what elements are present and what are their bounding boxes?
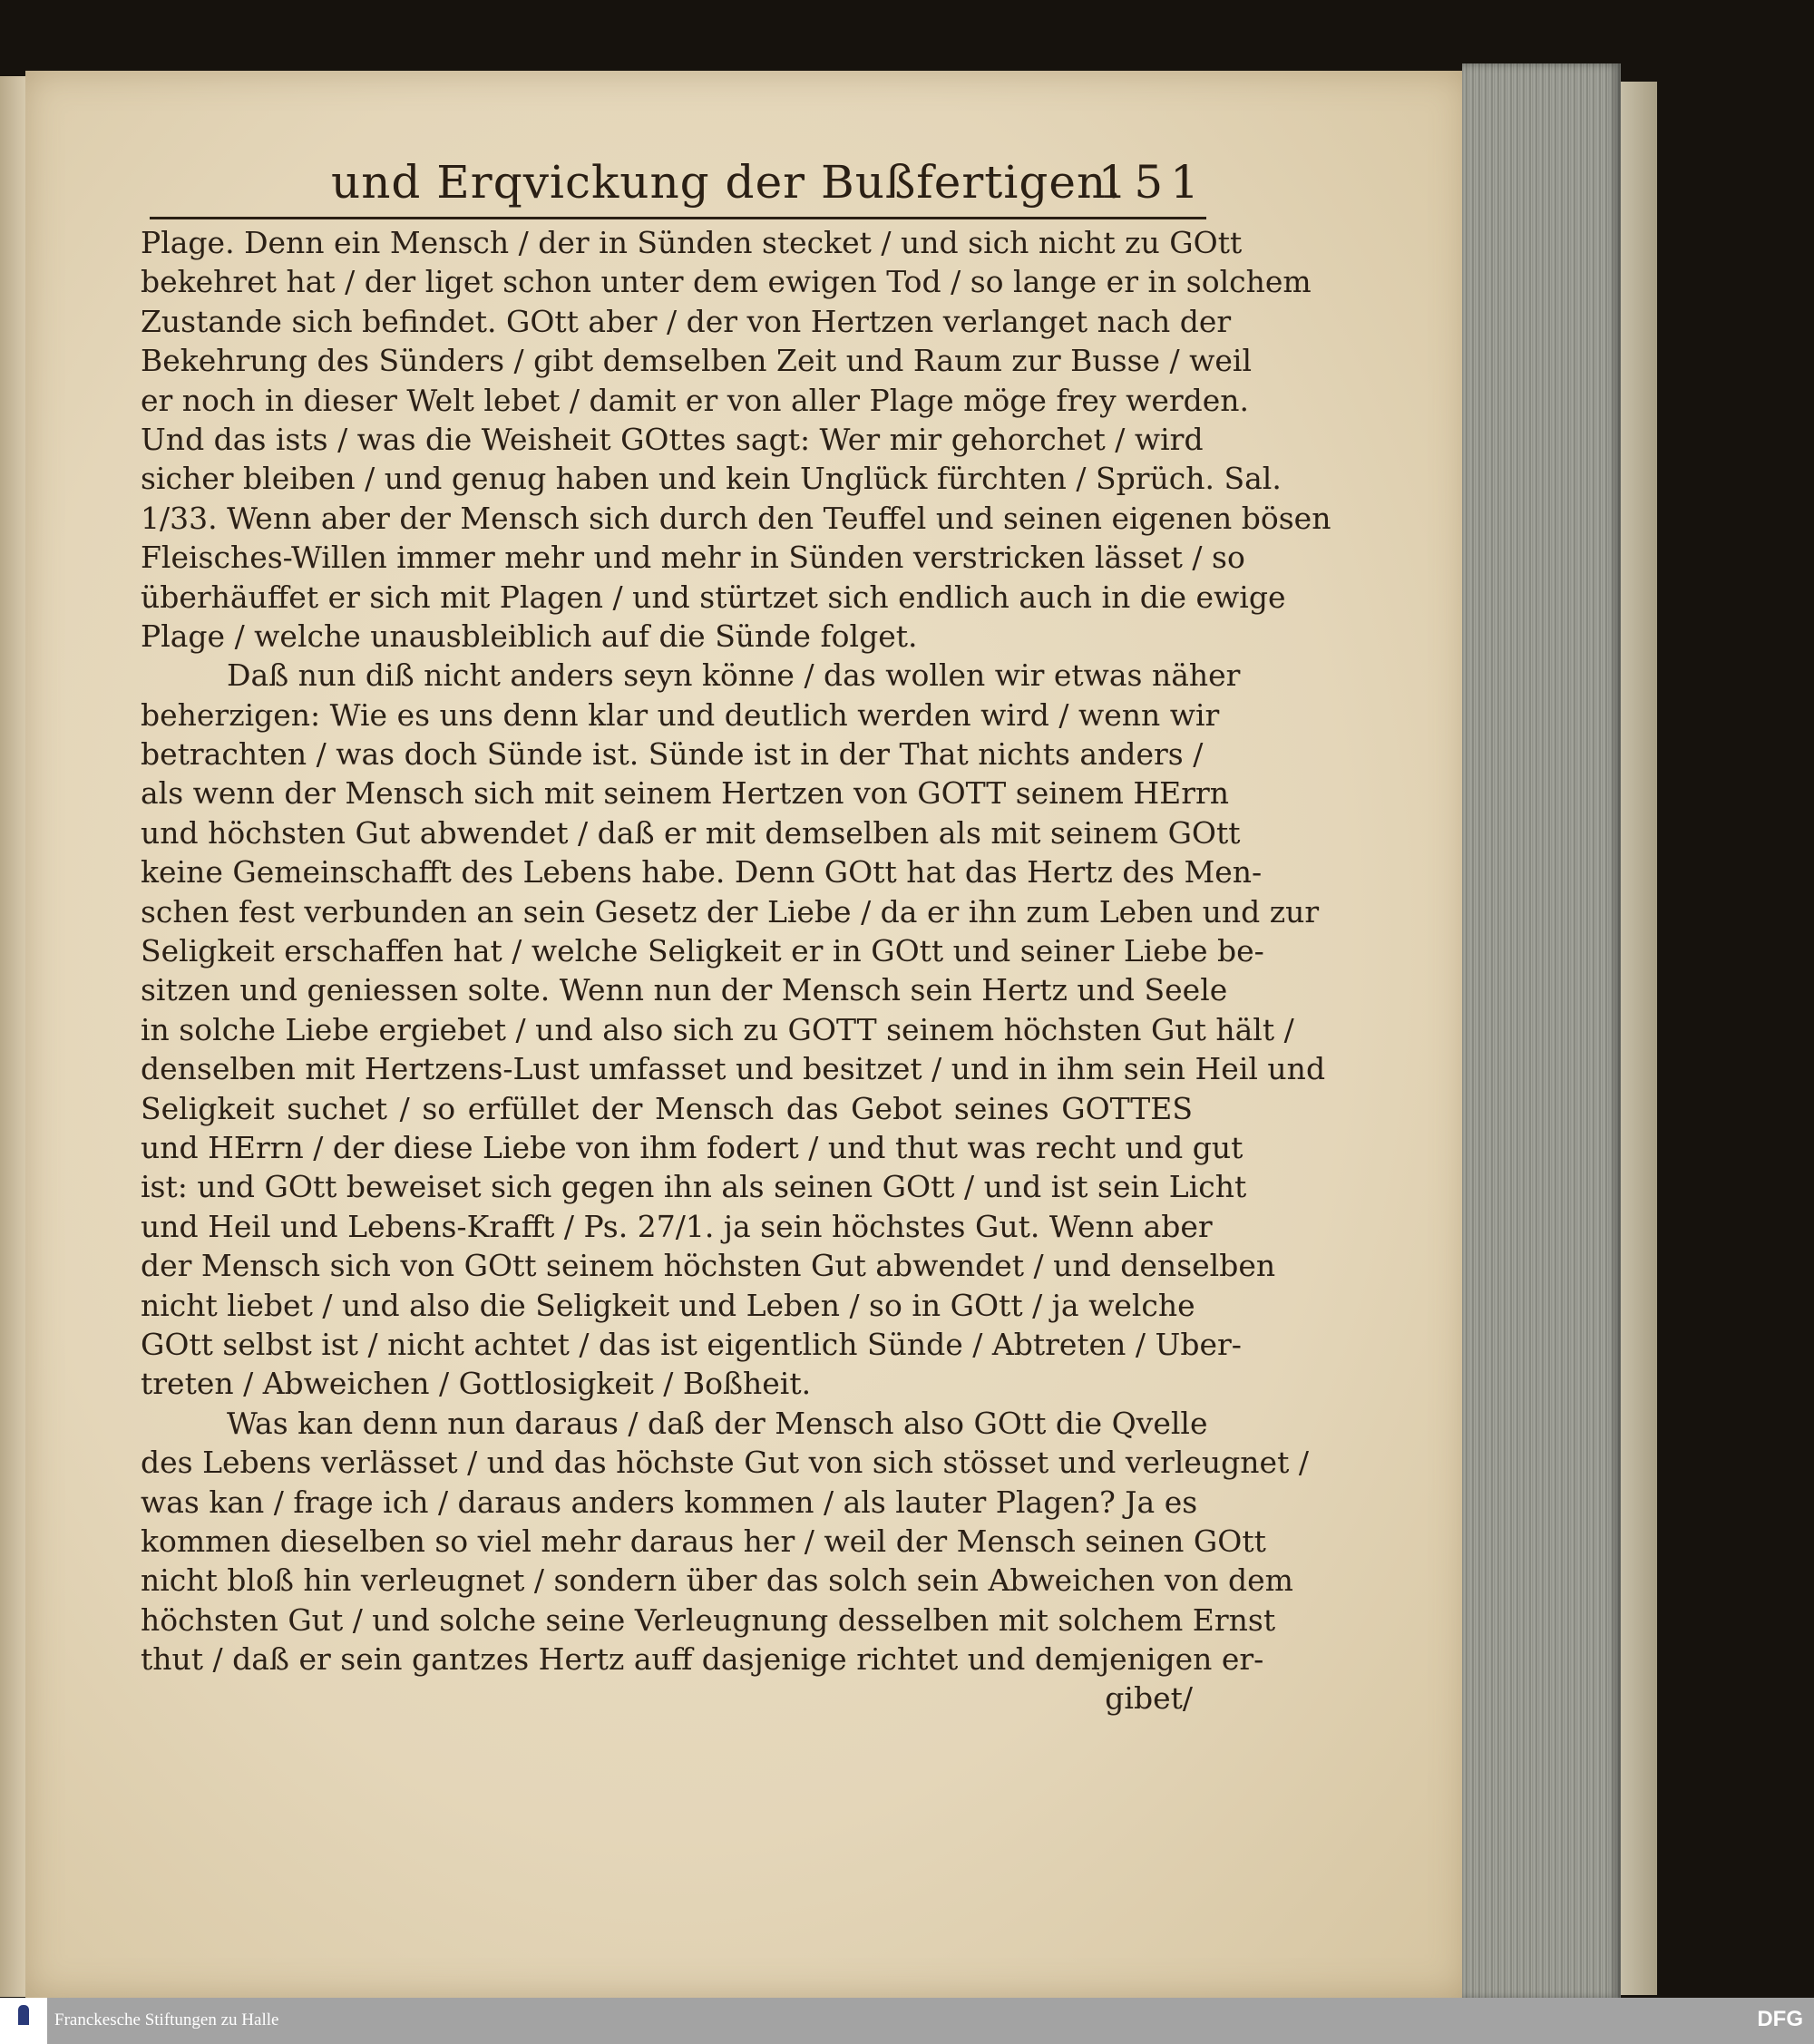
text-line: Seligkeit erschaffen hat / welche Seligkeit er in GOtt und seiner Liebe be-	[141, 933, 1264, 969]
text-line: 1/33. Wenn aber der Mensch sich durch den Teuffel und seinen eigenen bösen	[141, 500, 1331, 536]
text-line: der Mensch sich von GOtt seinem höchsten Gut abwendet / und denselben	[141, 1248, 1276, 1284]
text-line: Plage / welche unausbleiblich auf die Sünde folget.	[141, 618, 918, 654]
text-line: Daß nun diß nicht anders seyn könne / das wollen wir etwas näher	[227, 657, 1241, 694]
text-line: ist: und GOtt beweiset sich gegen ihn als seinen GOtt / und ist sein Licht	[141, 1169, 1247, 1205]
text-line: was kan / frage ich / daraus anders kommen / als lauter Plagen? Ja es	[141, 1484, 1198, 1520]
logo-figure-icon	[18, 2005, 29, 2025]
catchword: gibet/	[1105, 1680, 1193, 1717]
text-line: und HErrn / der diese Liebe von ihm fodert / und thut was recht und gut	[141, 1129, 1243, 1165]
text-line: Was kan denn nun daraus / daß der Mensch also GOtt die Qvelle	[227, 1405, 1208, 1441]
text-line: höchsten Gut / und solche seine Verleugnung desselben mit solchem Ernst	[141, 1601, 1276, 1638]
text-line: überhäuffet er sich mit Plagen / und stürtzet sich endlich auch in die ewige	[141, 579, 1286, 615]
text-line: Bekehrung des Sünders / gibt demselben Zeit und Raum zur Busse / weil	[141, 343, 1253, 379]
text-line: betrachten / was doch Sünde ist. Sünde ist in der That nichts anders /	[141, 736, 1204, 773]
text-line: treten / Abweichen / Gottlosigkeit / Boßheit.	[141, 1366, 812, 1402]
page-edges	[1462, 63, 1621, 2000]
book-cover-edge	[1621, 82, 1657, 1995]
footer-bar	[0, 1998, 1814, 2044]
text-line: kommen dieselben so viel mehr daraus her / weil der Mensch seinen GOtt	[141, 1523, 1266, 1559]
text-line: in solche Liebe ergiebet / und also sich zu GOTT seinem höchsten Gut hält /	[141, 1011, 1294, 1047]
text-line: nicht liebet / und also die Seligkeit und Leben / so in GOtt / ja welche	[141, 1287, 1195, 1323]
text-line: nicht bloß hin verleugnet / sondern über das solch sein Abweichen von dem	[141, 1562, 1293, 1599]
running-title: und Erqvickung der Bußfertigen.	[331, 156, 1123, 209]
text-line: des Lebens verlässet / und das höchste Gut von sich stösset und verleugnet /	[141, 1445, 1309, 1481]
left-page-edge	[0, 76, 27, 1997]
text-line: und höchsten Gut abwendet / daß er mit demselben als mit seinem GOtt	[141, 814, 1241, 851]
text-line: als wenn der Mensch sich mit seinem Hertzen von GOTT seinem HErrn	[141, 775, 1230, 812]
text-line: sitzen und geniessen solte. Wenn nun der Mensch sein Hertz und Seele	[141, 972, 1228, 1008]
text-line: beherzigen: Wie es uns denn klar und deutlich werden wird / wenn wir	[141, 696, 1220, 733]
page-number: 151	[1097, 156, 1206, 209]
text-line: thut / daß er sein gantzes Hertz auff dasjenige richtet und demjenigen er-	[141, 1641, 1264, 1678]
text-line: schen fest verbunden an sein Gesetz der Liebe / da er ihn zum Leben und zur	[141, 893, 1320, 930]
page-header	[150, 156, 1206, 210]
text-line: Zustande sich befindet. GOtt aber / der von Hertzen verlanget nach der	[141, 303, 1232, 339]
text-line: keine Gemeinschafft des Lebens habe. Denn GOtt hat das Hertz des Men-	[141, 854, 1263, 891]
dfg-logo: DFG	[1757, 2007, 1803, 2031]
text-line: sicher bleiben / und genug haben und kein Unglück fürchten / Sprüch. Sal.	[141, 461, 1282, 497]
text-line: Und das ists / was die Weisheit GOttes sagt: Wer mir gehorchet / wird	[141, 421, 1204, 457]
text-line: und Heil und Lebens-Krafft / Ps. 27/1. ja sein höchstes Gut. Wenn aber	[141, 1208, 1213, 1244]
text-line: denselben mit Hertzens-Lust umfasset und besitzet / und in ihm sein Heil und	[141, 1051, 1326, 1087]
text-line: GOtt selbst ist / nicht achtet / das ist eigentlich Sünde / Abtreten / Uber-	[141, 1326, 1242, 1362]
body-text	[141, 223, 1331, 1718]
text-line: bekehret hat / der liget schon unter dem ewigen Tod / so lange er in solchem	[141, 264, 1312, 300]
text-line: Fleisches-Willen immer mehr und mehr in Sünden verstricken lässet / so	[141, 540, 1245, 576]
text-line: er noch in dieser Welt lebet / damit er von aller Plage möge frey werden.	[141, 382, 1250, 418]
text-line: Seligkeit suchet / so erfüllet der Mensch das Gebot seines GOTTES	[141, 1090, 1193, 1126]
header-rule	[150, 217, 1206, 219]
institution-logo	[0, 1998, 47, 2044]
institution-name[interactable]: Franckesche Stiftungen zu Halle	[54, 2010, 279, 2029]
text-line: Plage. Denn ein Mensch / der in Sünden stecket / und sich nicht zu GOtt	[141, 225, 1243, 260]
